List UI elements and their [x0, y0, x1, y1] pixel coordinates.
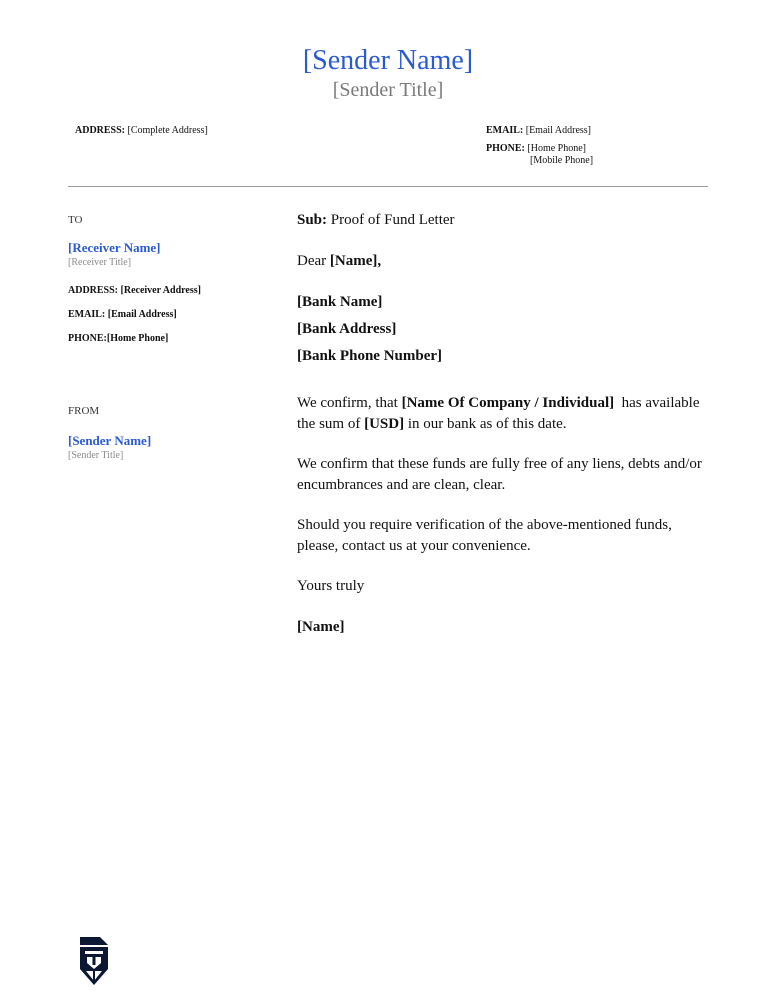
receiver-email-label: EMAIL:: [68, 309, 106, 320]
sender-name: [Sender Name]: [302, 45, 474, 76]
subject-line: [297, 210, 455, 231]
paragraph-funds-free: We confirm that these funds are fully free of any liens, debts and/or encumbrances and are clean, clear.: [297, 456, 702, 493]
header-home-phone: [Home Phone]: [527, 143, 586, 154]
receiver-address-value: [Receiver Address]: [120, 285, 201, 296]
sender-title: [Sender Title]: [332, 79, 444, 101]
header-mobile-phone: [Mobile Phone]: [530, 155, 594, 166]
para1-entity: [Name Of Company / Individual]: [401, 395, 615, 411]
salutation: [297, 251, 381, 272]
header-email: [486, 125, 591, 137]
receiver-phone-value: [Home Phone]: [106, 333, 169, 344]
header-divider: [68, 186, 708, 187]
bank-address: [Bank Address]: [297, 321, 397, 337]
receiver-phone: [68, 333, 168, 345]
signature-name: [Name]: [297, 619, 345, 635]
header-email-label: EMAIL:: [486, 125, 524, 136]
para1-part-c: in our bank as of this date.: [407, 416, 567, 432]
header-phone: [486, 143, 586, 155]
closing: Yours truly: [297, 578, 365, 594]
receiver-address-label: ADDRESS:: [68, 285, 119, 296]
para1-amount: [USD]: [364, 416, 405, 432]
header-address-value: [Complete Address]: [127, 125, 208, 136]
header-address: [75, 125, 208, 137]
to-label: TO: [68, 214, 83, 226]
receiver-address: [68, 285, 201, 297]
subject-text: Proof of Fund Letter: [330, 212, 455, 228]
receiver-email: [68, 309, 177, 321]
receiver-email-value: [Email Address]: [107, 309, 177, 320]
pen-nib-icon: [80, 937, 108, 985]
subject-label: Sub:: [297, 212, 328, 228]
para1-part-a: We confirm, that: [297, 395, 398, 411]
header-address-label: ADDRESS:: [75, 125, 126, 136]
from-label: FROM: [68, 405, 100, 417]
salutation-text: Dear: [297, 253, 327, 269]
from-sender-title: [Sender Title]: [68, 450, 124, 461]
from-sender-name: [Sender Name]: [68, 433, 152, 448]
salutation-name: [Name],: [329, 253, 382, 269]
paragraph-confirmation: [297, 393, 707, 435]
receiver-title: [Receiver Title]: [68, 257, 132, 268]
receiver-phone-label: PHONE:: [68, 333, 107, 344]
header-email-value: [Email Address]: [525, 125, 591, 136]
bank-phone-number: [Bank Phone Number]: [297, 348, 443, 364]
header-phone-label: PHONE:: [486, 143, 525, 154]
receiver-name: [Receiver Name]: [68, 240, 161, 255]
para1-part-b: has available the sum of: [297, 395, 700, 432]
paragraph-verification: Should you require verification of the above-mentioned funds, please, contact us at your convenience.: [297, 517, 672, 554]
bank-name: [Bank Name]: [297, 294, 383, 310]
